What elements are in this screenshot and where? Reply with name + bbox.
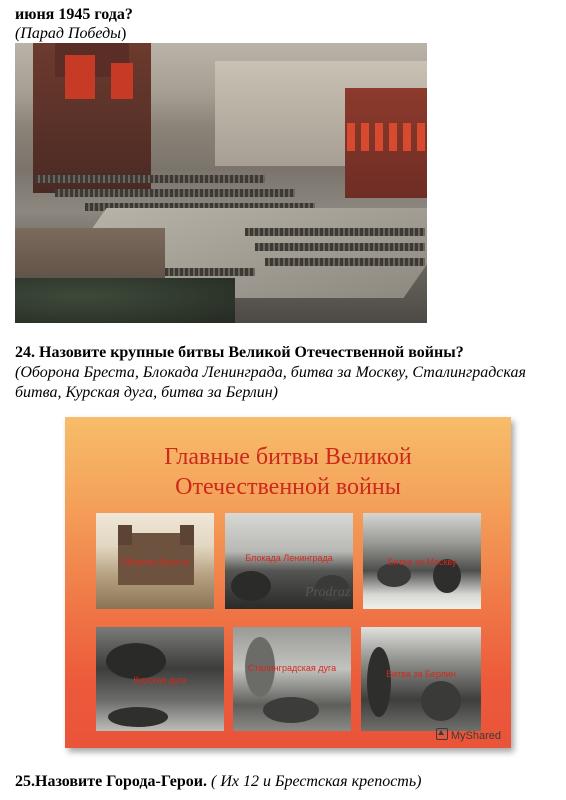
battle-thumb-moscow [363,513,481,609]
myshared-watermark: MyShared [436,728,501,742]
battle-label: Битва за Берлин [386,669,456,679]
battle-thumb-stalingrad [233,627,351,731]
question-25 [15,772,421,792]
question-23-answer: (Парад Победы) [15,25,127,42]
battle-label: Блокада Ленинграда [245,553,333,563]
question-25-answer: ( Их 12 и Брестская крепость) [211,773,422,790]
battle-thumb-kursk [96,627,224,731]
question-24-answer-line-2: битва, Курская дуга, битва за Берлин) [15,384,278,401]
question-23-heading: июня 1945 года? [15,6,133,23]
battle-thumb-brest [96,513,214,609]
question-25-text: 25.Назовите Города-Герои. [15,773,208,790]
battle-label: Курская дуга [133,675,187,685]
myshared-logo-icon [436,728,448,740]
center-watermark: Prodraz [305,585,351,600]
battle-label: Битва за Москву [387,557,457,567]
victory-parade-photo [15,43,427,323]
battle-label: Оборона Бреста [120,557,190,567]
question-24-answer-line-1: (Оборона Бреста, Блокада Ленинграда, битва за Москву, Сталинградская [15,364,526,381]
slide-title: Главные битвы Великой Отечественной войны [164,444,412,500]
question-24-text: 24. Назовите крупные битвы Великой Отечественной войны? [15,344,464,361]
battles-slide [65,417,511,748]
battle-thumb-berlin [361,627,481,731]
battle-label: Сталинградская дуга [247,663,337,673]
